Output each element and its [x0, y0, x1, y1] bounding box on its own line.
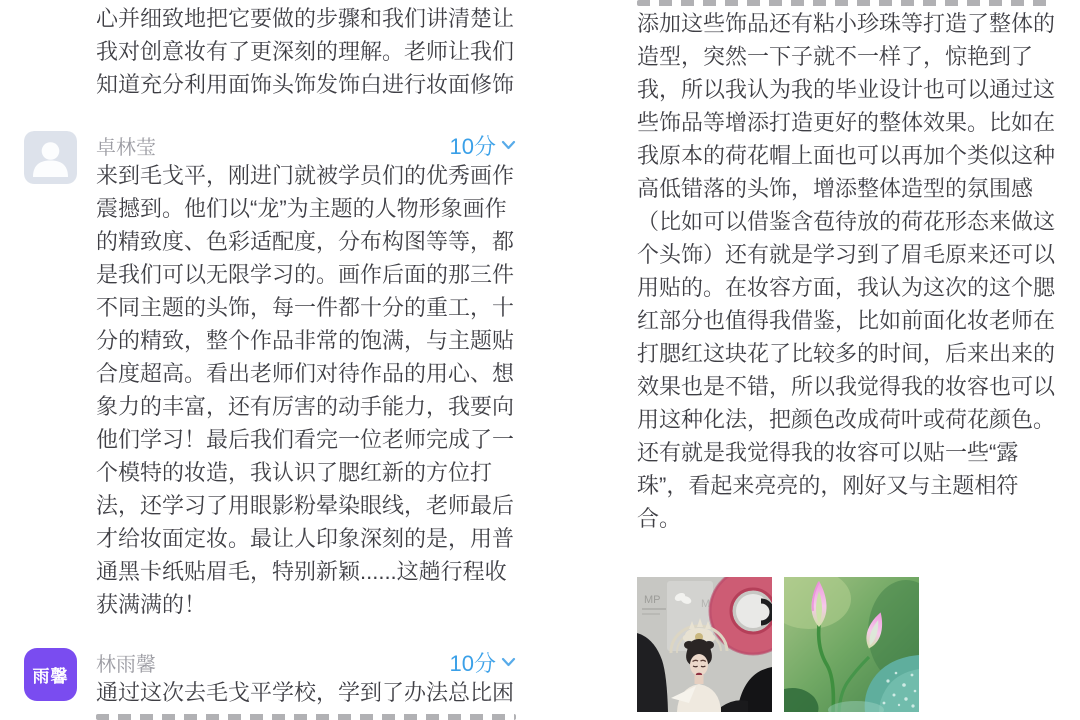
chevron-down-icon	[501, 140, 516, 150]
photo-row	[637, 577, 919, 712]
commenter-name: 林雨馨	[96, 653, 156, 676]
wall-logo-text: MP	[701, 598, 718, 610]
right-column	[637, 0, 1057, 720]
score-dropdown[interactable]	[450, 647, 516, 678]
score-value: 10分	[449, 650, 496, 676]
score-value: 10分	[449, 133, 496, 159]
avatar-badge-text: 雨馨	[32, 667, 69, 686]
clipped-text-line	[637, 0, 1050, 6]
photo-lotus-buds[interactable]	[784, 577, 919, 712]
photo-makeup-model[interactable]	[637, 577, 772, 712]
comment-item	[24, 131, 516, 621]
comment-continuation-text: 心并细致地把它要做的步骤和我们讲清楚让我对创意妆有了更深刻的理解。老师让我们知道充分利用面饰头饰发饰白进行妆面修饰	[96, 6, 515, 97]
left-column	[24, 0, 516, 720]
person-silhouette-icon	[24, 131, 77, 184]
comment-text: 通过这次去毛戈平学校，学到了办法总比困	[96, 680, 515, 705]
comment-item	[24, 648, 516, 720]
avatar[interactable]	[24, 131, 77, 184]
comment-text: 来到毛戈平，刚进门就被学员们的优秀画作震撼到。他们以“龙”为主题的人物形象画作的精致度、色彩适配度，分布构图等等，都是我们可以无限学习的。画作后面的那三件不同主题的头饰，每一件都十分的重工，十分的精致，整个作品非常的饱满，与主题贴合度超高。看出老师们对待作品的用心、想象力的丰富，还有厉害的动手能力，我要向他们学习！最后我们看完一位老师完成了一个模特的妆造，我认识了腮红新的方位打法，还学习了用眼影粉晕染眼线，老师最后才给妆面定妆。最让人印象深刻的是，用普通黑卡纸贴眉毛，特别新颖......这趟行程收获满满的！	[96, 163, 515, 617]
chevron-down-icon	[501, 657, 516, 667]
commenter-name: 卓林莹	[96, 136, 156, 159]
wall-logo-text: MP	[644, 594, 661, 606]
comment-continuation-text: 添加这些饰品还有粘小珍珠等打造了整体的造型，突然一下子就不一样了，惊艳到了我，所以我认为我的毕业设计也可以通过这些饰品等增添打造更好的整体效果。比如在我原本的荷花帽上面也可以再加个类似这种高低错落的头饰，增添整体造型的氛围感（比如可以借鉴含苞待放的荷花形态来做这个头饰）还有就是学习到了眉毛原来还可以用贴的。在妆容方面，我认为这次的这个腮红部分也值得我借鉴，比如前面化妆老师在打腮红这块花了比较多的时间，后来出来的效果也是不错，所以我觉得我的妆容也可以用这种化法，把颜色改成荷叶或荷花颜色。还有就是我觉得我的妆容可以贴一些“露珠”，看起来亮亮的，刚好又与主题相符合。	[637, 11, 1056, 531]
score-dropdown[interactable]	[450, 130, 516, 161]
avatar[interactable]	[24, 648, 77, 701]
clipped-text-line	[96, 714, 516, 720]
